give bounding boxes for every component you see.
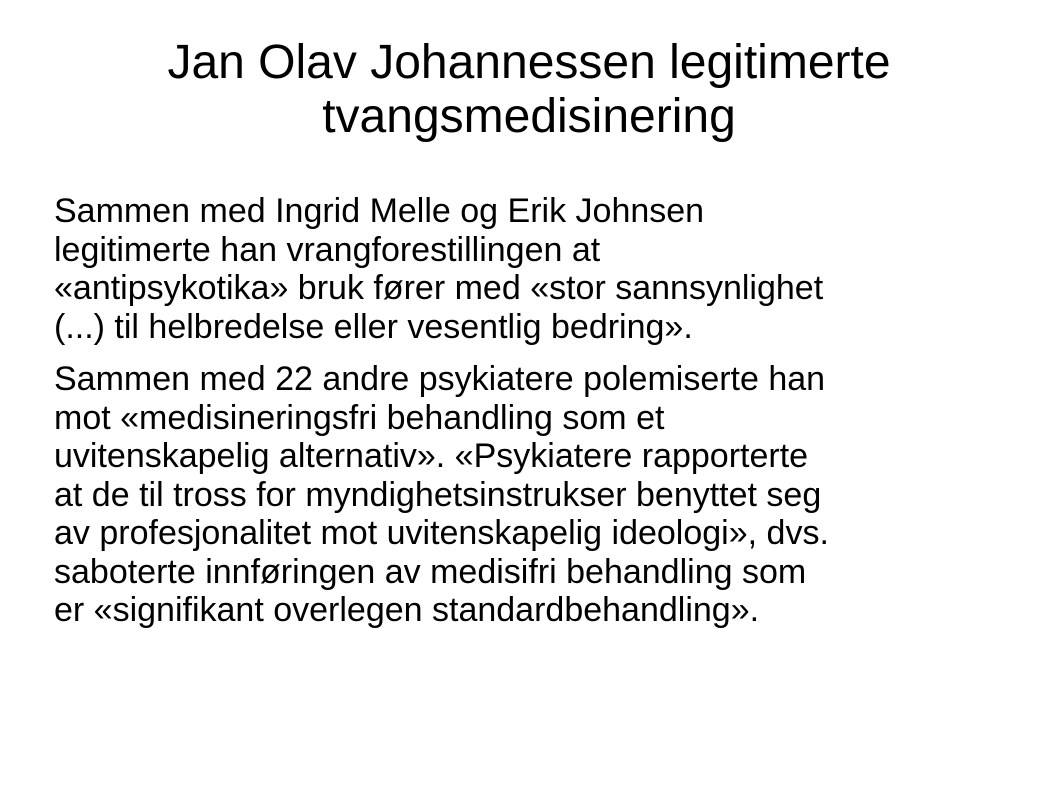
paragraph-2-line-7: er «signifikant overlegen standardbehandling».: [54, 591, 760, 629]
paragraph-2-line-6: saboterte innføringen av medisifri behandling som: [54, 552, 807, 591]
paragraph-2-line-4: at de til tross for myndighetsinstrukser benyttet seg: [54, 475, 822, 514]
paragraph-2-line-1: Sammen med 22 andre psykiatere polemiserte han: [54, 360, 826, 398]
paragraph-2-line-3: uvitenskapelig alternativ». «Psykiatere rapporterte: [54, 437, 809, 475]
paragraph-1-line-2: legitimerte han vrangforestillingen at: [54, 230, 601, 269]
title-line-1: Jan Olav Johannessen legitimerte: [167, 36, 891, 89]
paragraph-1: [54, 192, 1044, 346]
paragraph-2: [54, 360, 1044, 630]
paragraph-1-line-1: Sammen med Ingrid Melle og Erik Johnsen: [54, 192, 705, 230]
slide-title: [40, 36, 1018, 144]
paragraph-2-line-5: av profesjonalitet mot uvitenskapelig ideologi», dvs.: [54, 514, 829, 552]
slide-body: [54, 192, 1044, 644]
paragraph-1-line-3: «antipsykotika» bruk fører med «stor sannsynlighet: [54, 269, 824, 307]
paragraph-2-line-2: mot «medisineringsfri behandling som et: [54, 398, 665, 437]
title-line-2: tvangsmedisinering: [322, 90, 736, 143]
paragraph-1-line-4: (...) til helbredelse eller vesentlig bedring».: [54, 307, 693, 346]
